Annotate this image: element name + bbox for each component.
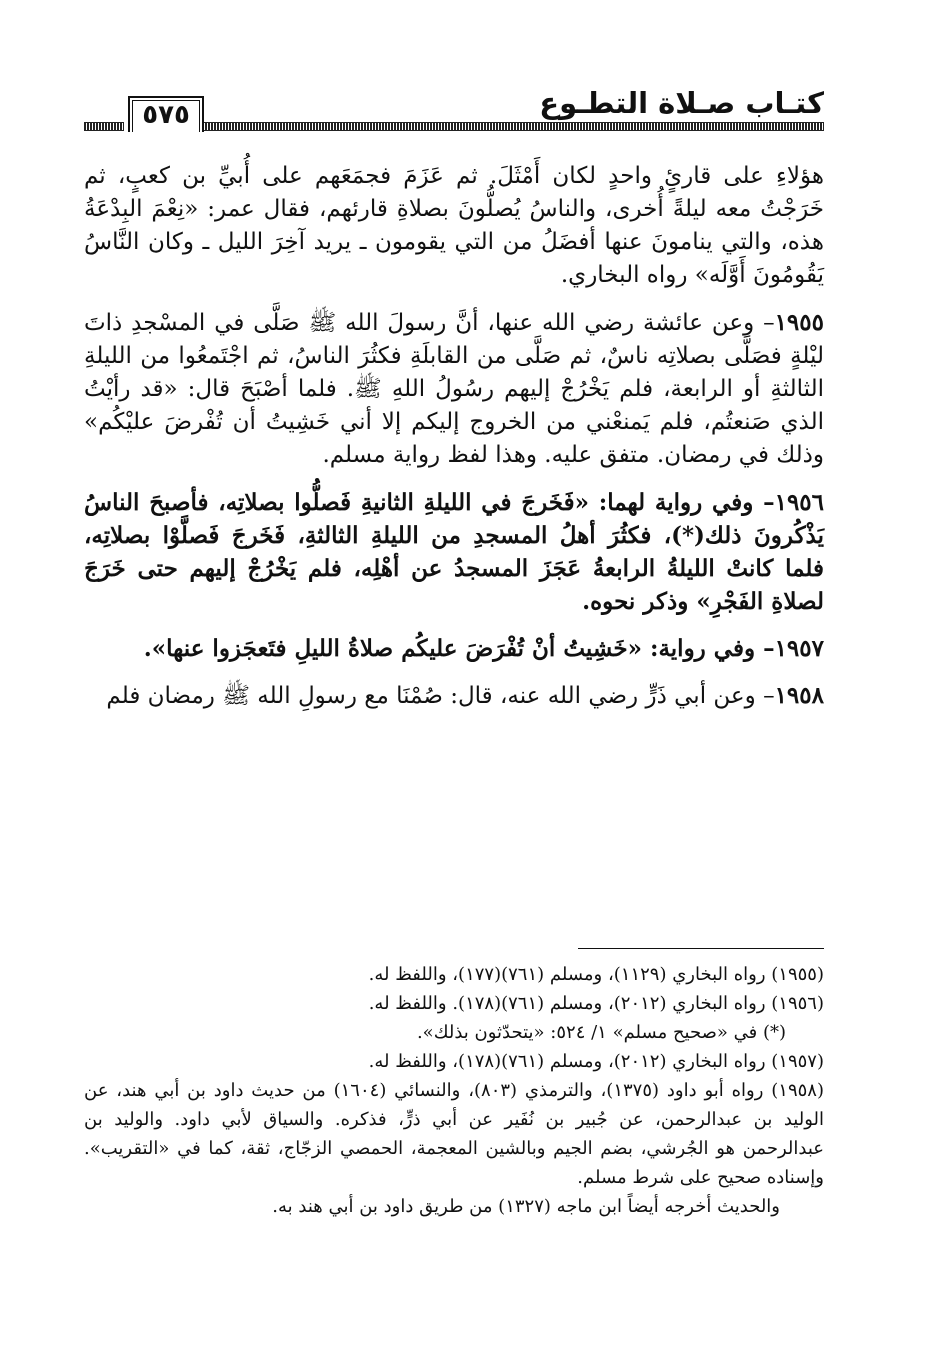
book-title: كتـاب صـلاة التطـوع	[539, 86, 824, 120]
paragraph-text: وعن عائشة رضي الله عنها، أنَّ رسولَ الله ﷺ صَلَّى في المسْجدِ ذاتَ ليْلةٍ فصَلَّى بصلاتِه ناسٌ، ثم صَلَّى من القابلَةِ فكثُرَ الناسُ، ثم اجْتَمعُوا من الليلةِ الثالثةِ أو الرابعة، فلم يَخْرُجْ إليهم رسُولُ اللهِ ﷺ. فلما أصْبَحَ قال: «قد رأيْتُ الذي صَنعتُم، فلم يَمنعْني من الخروج إليكم إلا أني خَشِيتُ أن تُفْرضَ عليْكُم» وذلك في رمضان. متفق عليه. وهذا لفظ رواية مسلم.	[84, 310, 824, 468]
hadith-number: ١٩٥٦	[774, 489, 825, 516]
paragraph-continuation	[84, 160, 824, 292]
paragraph-text: وفي رواية: «خَشِيتُ أنْ تُفْرَضَ عليكُم صلاةُ الليلِ فتَعجَزوا عنها».	[143, 635, 756, 662]
footnote-1957: (١٩٥٧) رواه البخاري (٢٠١٢)، ومسلم (٧٦١)(١٧٨)، واللفظ له.	[368, 1051, 824, 1072]
hadith-1956	[84, 486, 824, 618]
footnote-1958: (١٩٥٨) رواه أبو داود (١٣٧٥)، والترمذي (٨٠٣)، والنسائي (١٦٠٤) من حديث داود بن أبي هند، عن الوليد بن عبدالرحمن، عن جُبير بن نُفَير عن أبي ذرٍّ، فذكره. والسياق لأبي داود. والوليد بن عبدالرحمن هو الجُرشي، بضم الجيم وبالشين المعجمة، الحمصي الزجّاج، ثقة، كما في «التقريب». وإسناده صحيح على شرط مسلم.	[84, 1080, 824, 1188]
header-rule-left	[84, 122, 124, 131]
footnote-star: (*) في «صحيح مسلم» ١/ ٥٢٤: «يتحدّثون بذلك».	[416, 1022, 786, 1043]
header-rule-right	[202, 122, 824, 131]
paragraph-text: وعن أبي ذَرٍّ رضي الله عنه، قال: صُمْنَا مع رسولِ الله ﷺ رمضان فلم	[106, 683, 756, 709]
number-dash: –	[753, 489, 775, 516]
page-number-box	[128, 96, 204, 132]
number-dash: –	[754, 310, 775, 336]
footnotes	[84, 960, 824, 1221]
footnote-1956: (١٩٥٦) رواه البخاري (٢٠١٢)، ومسلم (٧٦١)(١٧٨). واللفظ له.	[368, 993, 824, 1014]
paragraph-text: وفي رواية لهما: «فَخَرجَ في الليلةِ الثانيةِ فَصلُّوا بصلاتِه، فأصبحَ الناسُ يَذْكُرونَ ذلك(*)، فكثُرَ أهلُ المسجدِ من الليلةِ الثالثةِ، فَخَرجَ فَصلَّوْا بصلاتِه، فلما كانتْ الليلةُ الرابعةُ عَجَزَ المسجدُ عن أهْلِه، فلم يَخْرُجْ إليهم حتى خَرَجَ لصلاةِ الفَجْرِ» وذكر نحوه.	[84, 489, 824, 615]
hadith-1955	[84, 306, 824, 472]
hadith-number: ١٩٥٨	[774, 682, 824, 709]
page-number: ٥٧٥	[142, 100, 190, 130]
footnote-1958-continued: والحديث أخرجه أيضاً ابن ماجه (١٣٢٧) من طريق داود بن أبي هند به.	[272, 1196, 780, 1217]
main-text	[84, 160, 824, 713]
page-header	[84, 82, 824, 132]
hadith-number: ١٩٥٥	[774, 309, 824, 336]
number-dash: –	[755, 635, 775, 662]
footnote-separator	[578, 948, 824, 949]
hadith-number: ١٩٥٧	[774, 635, 824, 662]
hadith-1958	[84, 679, 824, 713]
number-dash: –	[755, 683, 775, 709]
paragraph-text: هؤلاءِ على قارئٍ واحدٍ لكان أَمْثَلَ. ثم عَزَمَ فجمَعَهم على أُبيِّ بن كعبٍ، ثم خَرَجْتُ معه ليلةً أُخرى، والناسُ يُصلُّونَ بصلاةِ قارئهم، فقال عمر: «نِعْمَ البِدْعَةُ هذه، والتي ينامونَ عنها أفضَلُ من التي يقومون ـ يريد آخِرَ الليل ـ وكان النَّاسُ يَقُومُونَ أَوَّلَه» رواه البخاري.	[84, 163, 824, 288]
footnote-1955: (١٩٥٥) رواه البخاري (١١٢٩)، ومسلم (٧٦١)(١٧٧)، واللفظ له.	[368, 964, 824, 985]
hadith-1957	[84, 632, 824, 665]
